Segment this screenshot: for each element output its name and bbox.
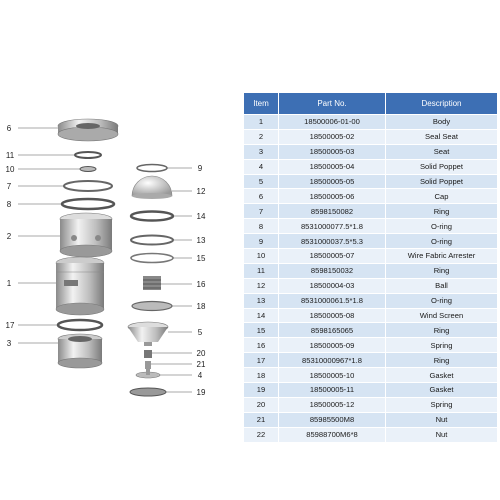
cell-description: Gasket bbox=[386, 383, 498, 398]
cell-part-no: 18500005-11 bbox=[279, 383, 386, 398]
callout-15: 15 bbox=[196, 254, 206, 263]
cell-part-no: 18500005-03 bbox=[279, 144, 386, 159]
table-row bbox=[244, 219, 498, 234]
part-ring-15 bbox=[131, 254, 173, 263]
callout-5: 5 bbox=[197, 328, 203, 337]
cell-description: Ring bbox=[386, 204, 498, 219]
callout-3: 3 bbox=[6, 339, 12, 348]
part-seat-3 bbox=[58, 334, 102, 368]
table-row bbox=[244, 234, 498, 249]
part-wind-screen-14 bbox=[131, 212, 173, 221]
cell-item: 10 bbox=[244, 249, 279, 264]
callout-18: 18 bbox=[196, 302, 206, 311]
cell-description: Nut bbox=[386, 427, 498, 442]
cell-part-no: 18500005-07 bbox=[279, 249, 386, 264]
part-poppet-5 bbox=[128, 322, 168, 346]
part-gasket-18 bbox=[132, 302, 172, 311]
cell-description: Body bbox=[386, 115, 498, 130]
cell-description: Solid Poppet bbox=[386, 174, 498, 189]
cell-description: Seal Seat bbox=[386, 129, 498, 144]
cell-item: 6 bbox=[244, 189, 279, 204]
part-oring-9 bbox=[137, 165, 167, 172]
part-body-1 bbox=[56, 257, 104, 315]
cell-part-no: 18500005-06 bbox=[279, 189, 386, 204]
table-row bbox=[244, 278, 498, 293]
cell-item: 11 bbox=[244, 263, 279, 278]
cell-description: Wind Screen bbox=[386, 308, 498, 323]
cell-part-no: 85985500M8 bbox=[279, 412, 386, 427]
table-row bbox=[244, 159, 498, 174]
part-ring-7 bbox=[64, 181, 112, 191]
header-description: Description bbox=[386, 93, 498, 115]
cell-part-no: 8598165065 bbox=[279, 323, 386, 338]
cell-description: Spring bbox=[386, 338, 498, 353]
callout-16: 16 bbox=[196, 280, 206, 289]
callout-17: 17 bbox=[5, 321, 15, 330]
table-row bbox=[244, 115, 498, 130]
exploded-parts-diagram bbox=[0, 0, 240, 500]
cell-item: 4 bbox=[244, 159, 279, 174]
part-oring-13 bbox=[131, 236, 173, 245]
table-header-row bbox=[244, 93, 498, 115]
callout-13: 13 bbox=[196, 236, 206, 245]
part-poppet-4 bbox=[136, 366, 160, 378]
cell-part-no: 8598150032 bbox=[279, 263, 386, 278]
cell-item: 9 bbox=[244, 234, 279, 249]
table-row bbox=[244, 263, 498, 278]
cell-item: 18 bbox=[244, 368, 279, 383]
callout-19: 19 bbox=[196, 388, 206, 397]
cell-part-no: 18500006-01-00 bbox=[279, 115, 386, 130]
table-row bbox=[244, 189, 498, 204]
cell-description: Wire Fabric Arrester bbox=[386, 249, 498, 264]
table-row bbox=[244, 204, 498, 219]
cell-description: O-ring bbox=[386, 219, 498, 234]
cell-item: 21 bbox=[244, 412, 279, 427]
cell-item: 19 bbox=[244, 383, 279, 398]
parts-table-body bbox=[244, 115, 498, 443]
table-row bbox=[244, 293, 498, 308]
cell-part-no: 18500005-02 bbox=[279, 129, 386, 144]
cell-part-no: 8531000037.5*5.3 bbox=[279, 234, 386, 249]
cell-item: 8 bbox=[244, 219, 279, 234]
callout-20: 20 bbox=[196, 349, 206, 358]
cell-part-no: 18500004-03 bbox=[279, 278, 386, 293]
callout-11: 11 bbox=[5, 151, 15, 160]
parts-table bbox=[243, 92, 498, 443]
callout-9: 9 bbox=[197, 164, 203, 173]
table-row bbox=[244, 129, 498, 144]
callouts-right bbox=[197, 164, 206, 397]
cell-part-no: 8598150082 bbox=[279, 204, 386, 219]
cell-description: Gasket bbox=[386, 368, 498, 383]
callout-6: 6 bbox=[6, 124, 12, 133]
part-seal-seat-2 bbox=[60, 213, 112, 257]
cell-item: 2 bbox=[244, 129, 279, 144]
cell-description: Ring bbox=[386, 323, 498, 338]
part-ring-11 bbox=[75, 152, 101, 158]
part-spring-16 bbox=[143, 276, 161, 290]
part-oring-8 bbox=[62, 199, 114, 209]
cell-item: 16 bbox=[244, 338, 279, 353]
callouts-left bbox=[6, 124, 15, 348]
cell-description: Solid Poppet bbox=[386, 159, 498, 174]
cell-part-no: 8531000077.5*1.8 bbox=[279, 219, 386, 234]
callout-12: 12 bbox=[196, 187, 206, 196]
cell-description: Nut bbox=[386, 412, 498, 427]
table-row bbox=[244, 397, 498, 412]
part-cap bbox=[58, 119, 118, 141]
leader-lines bbox=[18, 128, 192, 392]
cell-description: Spring bbox=[386, 397, 498, 412]
callout-7: 7 bbox=[6, 182, 12, 191]
cell-item: 1 bbox=[244, 115, 279, 130]
cell-item: 14 bbox=[244, 308, 279, 323]
cell-description: Ball bbox=[386, 278, 498, 293]
cell-item: 17 bbox=[244, 353, 279, 368]
table-row bbox=[244, 412, 498, 427]
cell-description: Ring bbox=[386, 263, 498, 278]
callout-10: 10 bbox=[5, 165, 15, 174]
cell-description: Cap bbox=[386, 189, 498, 204]
cell-part-no: 18500005-08 bbox=[279, 308, 386, 323]
callout-21: 21 bbox=[196, 360, 206, 369]
cell-part-no: 18500005-12 bbox=[279, 397, 386, 412]
cell-part-no: 8531000061.5*1.8 bbox=[279, 293, 386, 308]
table-row bbox=[244, 368, 498, 383]
cell-description: O-ring bbox=[386, 293, 498, 308]
cell-item: 5 bbox=[244, 174, 279, 189]
table-row bbox=[244, 144, 498, 159]
cell-part-no: 18500005-10 bbox=[279, 368, 386, 383]
callout-8: 8 bbox=[6, 200, 12, 209]
part-spring-20 bbox=[144, 350, 152, 358]
cell-item: 15 bbox=[244, 323, 279, 338]
cell-part-no: 18500005-09 bbox=[279, 338, 386, 353]
header-item: Item bbox=[244, 93, 279, 115]
table-row bbox=[244, 249, 498, 264]
table-row bbox=[244, 308, 498, 323]
table-row bbox=[244, 338, 498, 353]
table-row bbox=[244, 174, 498, 189]
cell-part-no: 85988700M6*8 bbox=[279, 427, 386, 442]
cell-description: Seat bbox=[386, 144, 498, 159]
table-row bbox=[244, 323, 498, 338]
cell-item: 13 bbox=[244, 293, 279, 308]
part-wire-arrester-10 bbox=[80, 167, 96, 172]
callout-2: 2 bbox=[6, 232, 12, 241]
cell-part-no: 18500005-05 bbox=[279, 174, 386, 189]
cell-item: 7 bbox=[244, 204, 279, 219]
callout-4: 4 bbox=[197, 371, 203, 380]
cell-part-no: 18500005-04 bbox=[279, 159, 386, 174]
table-row bbox=[244, 427, 498, 442]
cell-description: O-ring bbox=[386, 234, 498, 249]
table-row bbox=[244, 383, 498, 398]
cell-item: 20 bbox=[244, 397, 279, 412]
part-gasket-19 bbox=[130, 388, 166, 396]
cell-description: Ring bbox=[386, 353, 498, 368]
header-part-no: Part No. bbox=[279, 93, 386, 115]
part-ring-17 bbox=[58, 320, 102, 330]
cell-item: 12 bbox=[244, 278, 279, 293]
part-ball-12 bbox=[132, 176, 172, 199]
cell-item: 3 bbox=[244, 144, 279, 159]
callout-14: 14 bbox=[196, 212, 206, 221]
cell-part-no: 85310000967*1.8 bbox=[279, 353, 386, 368]
cell-item: 22 bbox=[244, 427, 279, 442]
table-row bbox=[244, 353, 498, 368]
callout-1: 1 bbox=[6, 279, 12, 288]
